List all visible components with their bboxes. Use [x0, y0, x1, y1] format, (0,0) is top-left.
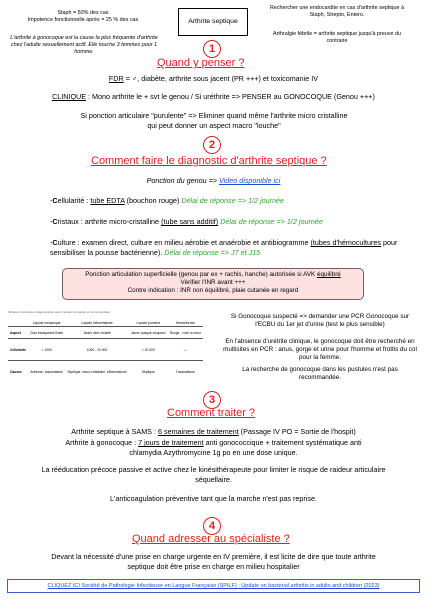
stats-note: [8, 10, 158, 24]
culture-line: -Culture : examen direct, culture en milieu aérobie et anaérobie et antibiogramme (tubes d'hémocultures pour sensibiliser la pousse bactérienne). Délai de réponse => J7 et J15: [50, 238, 398, 257]
table-row: [8, 361, 203, 383]
culture-purpose: pour sensibiliser la pousse bactérienne).: [50, 238, 398, 257]
liquid-table-wrapper: [8, 320, 208, 383]
section-1-title: Quand y penser ?: [157, 57, 245, 69]
sams-line: [10, 427, 417, 437]
table-cell: 1000 - 20 000: [65, 339, 129, 361]
avk-equilibre: équilibré: [316, 271, 341, 278]
table-header: Hémarthrose: [175, 321, 195, 325]
liquid-table: [8, 320, 203, 383]
table-cell: Septique, micro-cristalline, inflammatoire: [65, 361, 129, 383]
table-row: [8, 327, 203, 339]
cellularite-line: -Cellularité : tube EDTA (bouchon rouge) Délai de réponse => 1/2 journée: [50, 196, 285, 205]
avk-line-2: Vérifier l'INR avant +++: [180, 279, 246, 286]
title-box: Arthrite septique: [178, 8, 248, 36]
video-link[interactable]: Video disponible ici: [218, 176, 281, 185]
section-1-number: 1: [203, 40, 221, 58]
sams-duration: 6 semaines de traitement: [157, 427, 239, 436]
gono-treatment-line: [50, 438, 377, 457]
multisite-pcr-note: En l'absence d'urétrite clinique, le gonocoque doit être recherché en multisites en PCR : anus, gorge et urine pour l'homme et frottis du col pour la femme.: [223, 338, 417, 361]
sams-label: Arthrite septique à SAMS :: [71, 427, 158, 436]
cellularite-cap: (bouchon rouge): [124, 196, 182, 205]
clinique-line: [10, 92, 417, 102]
culture-initial: C: [52, 238, 58, 247]
spilf-link-box[interactable]: [7, 579, 420, 593]
table-cell: Causes: [8, 361, 28, 383]
culture-label: ulture : examen direct, culture en milieu aérobie et anaérobie et antibiogramme: [57, 238, 311, 247]
fdr-text: = ♂, diabète, arthrite sous jacent (PR +++) et toxicomanie IV: [123, 74, 319, 83]
section-4-number: 4: [203, 517, 221, 535]
table-cell: Jaune opaque visqueux: [129, 327, 168, 339]
cellularite-initial: C: [52, 196, 58, 205]
anticoagulation-note: L'anticoagulation préventive tant que la marche n'est pas reprise.: [110, 494, 317, 503]
clinique-label: CLINIQUE: [52, 92, 87, 101]
table-cell: Aspect: [8, 327, 28, 339]
stat-impotence: Impotence fonctionnelle après = 25 % des cas: [27, 17, 139, 23]
section-2-title: Comment faire le diagnostic d'arthrite septique ?: [91, 155, 327, 167]
sams-detail: (Passage IV PO = Sortie de l'hospit): [238, 427, 356, 436]
table-cell: —: [168, 339, 203, 361]
cristaux-initial: C: [52, 217, 58, 226]
avk-line-1: [63, 271, 363, 279]
table-cell: > 20 000: [129, 339, 168, 361]
table-header: Liquide inflammatoire: [81, 321, 113, 325]
avk-box: [62, 268, 364, 300]
table-header: Liquide purulent: [136, 321, 160, 325]
table-cell: Septique: [129, 361, 168, 383]
culture-delay: Délai de réponse => J7 et J15: [164, 247, 261, 257]
table-cell: Rouge - rosé ou brun: [168, 327, 203, 339]
table-cell: Arthrose, traumatisme: [28, 361, 65, 383]
cristaux-label: ristaux : arthrite micro-cristalline: [57, 217, 162, 226]
gono-treatment-label: Arthrite à gonocoque :: [65, 438, 139, 447]
ponction-text: Ponction du genou =>: [146, 176, 219, 185]
table-cell: Cellularité: [8, 339, 28, 361]
endocarditis-note: Rechercher une endocardite en cas d'arthrite septique à Staph, Strepto, Entero.: [269, 5, 405, 18]
table-caption: Tableau d'orientation diagnostique selon l'aspect du liquide et sa composition: [8, 310, 111, 314]
specialist-note: Devant la nécessité d'une prise en charge urgente en IV première, il est licite de dire que toute arthrite septique doit être prise en charge en milieu hospitalier: [51, 552, 376, 571]
cristaux-delay: Délai de réponse => 1/2 journée: [218, 217, 323, 226]
stat-staph: Staph = 50% des cas: [57, 10, 109, 16]
cristaux-line: -Cristaux : arthrite micro-cristalline (tube sans additif) Délai de réponse => 1/2 journée: [50, 217, 323, 226]
cellularite-tube: tube EDTA: [90, 196, 125, 205]
section-4-title: Quand adresser au spécialiste ?: [132, 533, 290, 545]
cristaux-tube: (tube sans additif): [161, 217, 219, 226]
culture-tube: (tubes d'hémocultures: [310, 238, 382, 247]
ponction-purulente-note: Si ponction articulaire "purulente" => Eliminer quand même l'arthrite micro cristalline qui peut donner un aspect macro "louche": [80, 111, 348, 130]
cellularite-delay: Délai de réponse => 1/2 journée: [181, 196, 285, 205]
table-cell: Jaune citrin trouble: [65, 327, 129, 339]
section-2-number: 2: [203, 136, 221, 154]
table-row: [8, 339, 203, 361]
fever-note: Arthralgie fébrile = arthrite septique jusqu'à preuve du contraire: [273, 31, 401, 44]
reeducation-note: La rééducation précoce passive et active chez le kinésithérapeute pour limiter le risque de raideur articulaire séquellaire.: [41, 465, 386, 484]
section-3-number: 3: [203, 391, 221, 409]
gono-treatment-duration: 7 jours de traitement: [138, 438, 204, 447]
avk-line-1-text: Ponction articulation superficielle (genou par ex + rachis, hanche) autorisée si AVK: [85, 271, 317, 278]
fdr-line: [10, 74, 417, 84]
fdr-label: FDR: [108, 74, 124, 83]
gono-note: L'arthrite à gonocoque est la cause la plus fréquente d'arthrite chez l'adulte sexuellement actif. Elle touche 3 femmes pour 1 homme.: [10, 35, 158, 55]
pustules-note: La recherche de gonocoque dans les pustules n'est pas recommandée.: [242, 366, 398, 381]
table-header: Liquide mécanique: [32, 321, 61, 325]
spilf-link[interactable]: CLIQUEZ ICI Société de Pathologie Infectieuse en Langue Française (SPILF) : Update on bacterial arthritis in adults and children (2023): [47, 583, 380, 589]
ponction-line: [10, 176, 417, 186]
clinique-text: : Mono arthrite le + svt le genou / Si uréthrite => PENSER au GONOCOQUE (Genou +++): [86, 92, 375, 101]
table-cell: Clair transparent fluide: [28, 327, 65, 339]
gono-pcr-note: Si Gonocoque suspecté => demander une PCR Gonocoque sur l'ECBU du 1er jet d'urine (test le plus sensible): [230, 313, 410, 328]
table-cell: Traumatisme: [168, 361, 203, 383]
section-3-title: Comment traiter ?: [167, 407, 256, 419]
gono-treatment-detail: anti gonococcique + traitement systématique anti chlamydia Azythromycine 1g po en une dose unique.: [129, 438, 362, 457]
avk-line-3: Contre indication : INR non équilibré, plaie cutanée en regard: [127, 287, 299, 294]
table-cell: < 1000: [28, 339, 65, 361]
cellularite-label: ellularité :: [57, 196, 91, 205]
